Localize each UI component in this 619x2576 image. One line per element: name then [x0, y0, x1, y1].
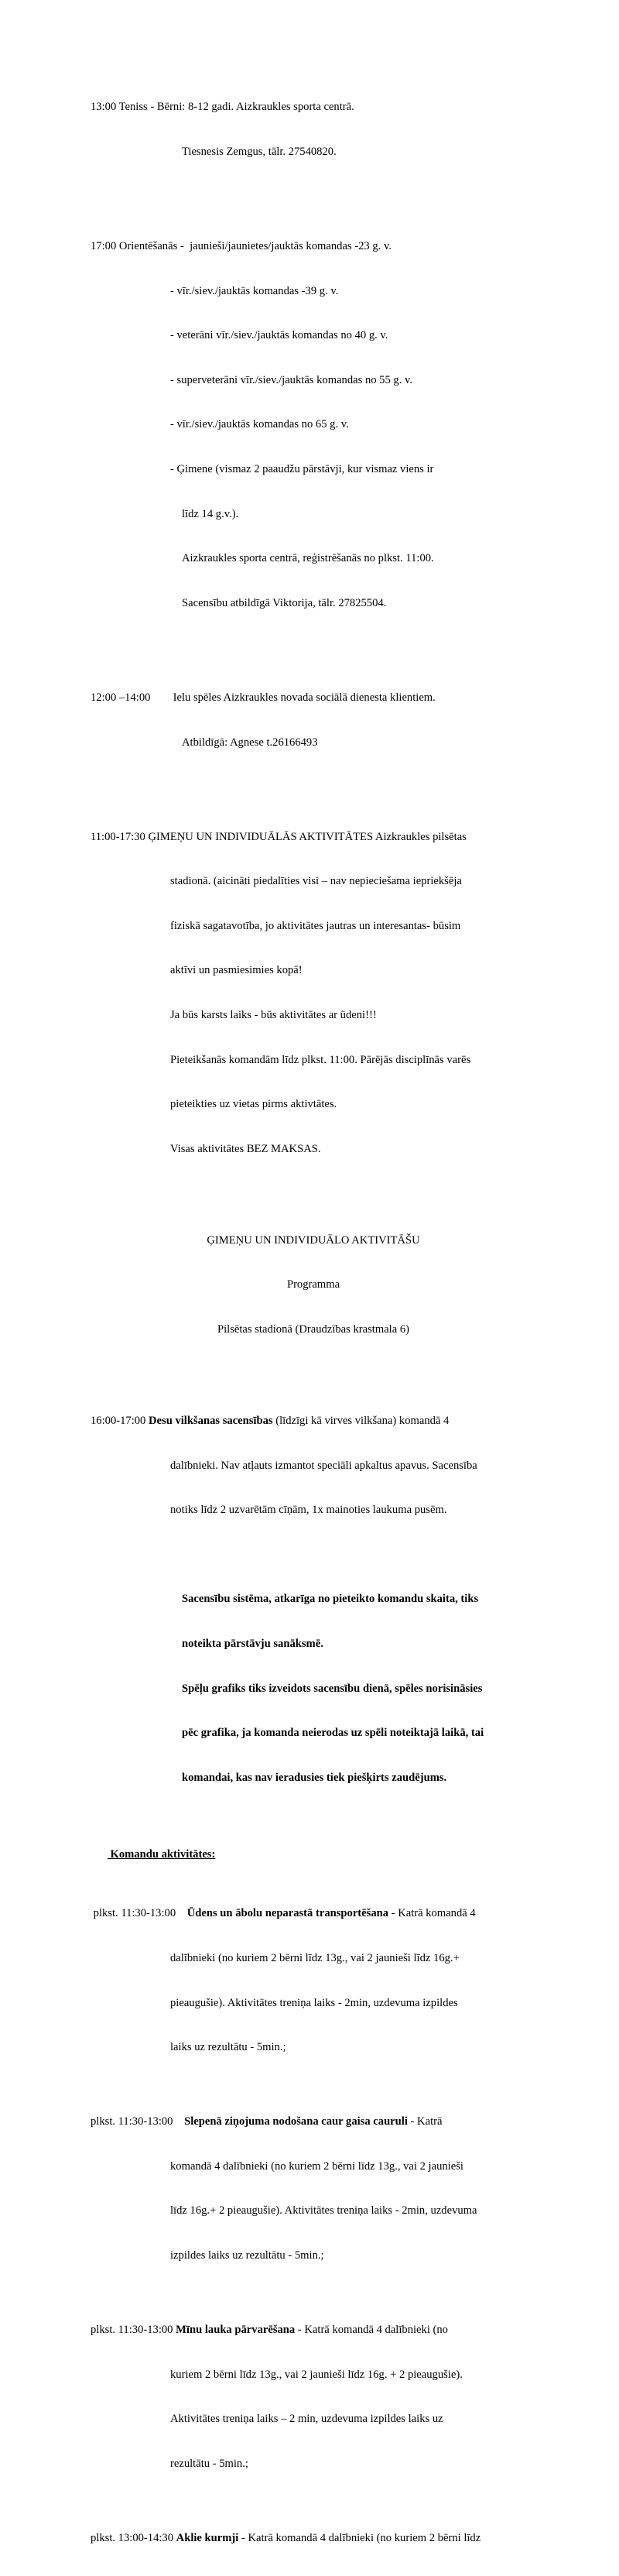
activity-item	[91, 2085, 536, 2293]
activity-1-line-4: laiks uz rezultātu - 5min.;	[170, 2041, 286, 2054]
sausage-pull-line-3: notiks līdz 2 uzvarētām cīņām, 1x mainoties laukuma pusēm.	[170, 1504, 447, 1517]
orienteering-line-5: - vīr./siev./jauktās komandas no 65 g. v.	[170, 418, 349, 431]
orienteering-line-2: - vīr./siev./jauktās komandas -39 g. v.	[170, 284, 339, 297]
activity-1-line-3: pieaugušie). Aktivitātes treniņa laiks - 2min, uzdevuma izpildes	[170, 1996, 458, 2009]
orienteering-line-7: līdz 14 g.v.).	[182, 507, 239, 520]
street-games-line-1: 12:00 –14:00 Ielu spēles Aizkraukles novada sociālā dienesta klientiem.	[91, 691, 436, 704]
activity-item	[91, 2293, 536, 2502]
activity-2-first-line	[91, 2115, 536, 2129]
activity-3-line-2: kuriem 2 bērni līdz 13g., vai 2 jaunieši līdz 16g. + 2 pieaugušie).	[170, 2368, 463, 2381]
activity-3-line-3: Aktivitātes treniņa laiks – 2 min, uzdevuma izpildes laiks uz	[170, 2413, 443, 2426]
family-line-7: pieteikties uz vietas pirms aktivtātes.	[170, 1098, 337, 1111]
tennis-line-2: Tiesnesis Zemgus, tālr. 27540820.	[182, 146, 337, 159]
spacer	[91, 1186, 536, 1203]
activity-1-first-line	[91, 1906, 536, 1921]
bold-notes-line-3: Spēļu grafiks tiks izveidots sacensību dienā, spēles norisināsies	[182, 1682, 483, 1695]
orienteering-line-6: - Ģimene (vismaz 2 paaudžu pārstāvji, kur vismaz viens ir	[170, 463, 434, 476]
bold-notes-line-2: noteikta pārstāvju sanāksmē.	[182, 1637, 323, 1650]
activity-item	[91, 1877, 536, 2085]
paragraph-tennis	[91, 70, 536, 190]
family-line-4: aktīvi un pasmiesimies kopā!	[170, 964, 303, 977]
program-heading-line-1: ĢIMEŅU UN INDIVIDUĀLO AKTIVITĀŠU	[207, 1233, 420, 1247]
activity-1-rest: - Katrā komandā 4	[388, 1907, 476, 1920]
family-line-5: Ja būs karsts laiks - būs aktivitātes ar ūdeni!!!	[170, 1008, 377, 1021]
orienteering-line-8: Aizkraukles sporta centrā, reģistrēšanās no plkst. 11:00.	[182, 552, 434, 565]
activity-3-rest: - Katrā komandā 4 dalībnieki (no	[295, 2324, 448, 2337]
spacer	[91, 780, 536, 800]
sausage-pull-line-2: dalībnieki. Nav atļauts izmantot speciāli apkaltus apavus. Sacensība	[170, 1459, 477, 1472]
team-activities-heading-text: Komandu aktivitātes:	[107, 1847, 216, 1861]
street-games-line-2: Atbildīgā: Agnese t.26166493	[182, 736, 318, 749]
activity-4-rest: - Katrā komandā 4 dalībnieki (no kuriem 2 bērni līdz	[238, 2531, 481, 2544]
bold-notes-line-4: pēc grafika, ja komanda neierodas uz spēli noteiktajā laikā, tai	[182, 1727, 484, 1740]
program-heading	[91, 1203, 536, 1367]
sausage-pull-rest: (līdzīgi kā virves vilkšana) komandā 4	[272, 1415, 450, 1428]
program-heading-line-3: Pilsētas stadionā (Draudzības krastmala 6)	[217, 1323, 410, 1336]
sausage-pull-line-1	[91, 1414, 536, 1429]
spacer	[91, 190, 536, 210]
activity-2-line-2: komandā 4 dalībnieki (no kuriem 2 bērni līdz 13g., vai 2 jaunieši	[170, 2159, 463, 2173]
bold-notes-line-5: komandai, kas nav ieradusies tiek piešķirts zaudējums.	[182, 1771, 447, 1784]
orienteering-line-1: 17:00 Orientēšanās - jaunieši/jaunietes/jauktās komandas -23 g. v.	[91, 240, 392, 253]
spacer	[91, 641, 536, 661]
family-line-6: Pieteikšanās komandām līdz plkst. 11:00. Pārējās disciplīnās varēs	[170, 1053, 471, 1066]
paragraph-family-activities	[91, 800, 536, 1186]
activity-1-title: Ūdens un ābolu neparastā transportēšana	[186, 1907, 389, 1920]
spacer	[91, 1815, 536, 1832]
orienteering-line-4: - superveterāni vīr./siev./jauktās komandas no 55 g. v.	[170, 373, 413, 386]
activity-1-time: plkst. 11:30-13:00	[91, 1907, 187, 1920]
activity-4-title: Aklie kurmji	[176, 2531, 239, 2544]
activity-2-time: plkst. 11:30-13:00	[91, 2115, 185, 2128]
paragraph-street-games	[91, 661, 536, 780]
activity-item	[91, 2501, 536, 2575]
sausage-pull-title: Desu vilkšanas sacensības	[149, 1415, 273, 1428]
activity-2-line-3: līdz 16g.+ 2 pieaugušie). Aktivitātes treniņa laiks - 2min, uzdevuma	[170, 2204, 477, 2218]
orienteering-line-3: - veterāni vīr./siev./jauktās komandas no 40 g. v.	[170, 329, 388, 342]
program-heading-line-2: Programma	[286, 1278, 340, 1291]
activity-3-line-4: rezultātu - 5min.;	[170, 2457, 248, 2470]
activity-3-title: Mīnu lauka pārvarēšana	[176, 2324, 296, 2337]
paragraph-bold-notes	[91, 1562, 536, 1815]
paragraph-orienteering	[91, 210, 536, 641]
activity-2-line-4: izpildes laiks uz rezultātu - 5min.;	[170, 2249, 324, 2262]
spacer	[91, 1548, 536, 1562]
activity-4-first-line	[91, 2531, 536, 2546]
family-line-3: fiziskā sagatavotība, jo aktivitātes jautras un interesantas- būsim	[170, 919, 461, 932]
orienteering-line-9: Sacensību atbildīgā Viktorija, tālr. 27825504.	[182, 596, 387, 609]
activity-1-line-2: dalībnieki (no kuriem 2 bērni līdz 13g., vai 2 jaunieši līdz 16g.+	[170, 1951, 460, 1964]
activity-3-time: plkst. 11:30-13:00	[91, 2324, 176, 2337]
activity-2-rest: - Katrā	[407, 2115, 443, 2128]
spacer	[91, 1367, 536, 1384]
tennis-line-1: 13:00 Teniss - Bērni: 8-12 gadi. Aizkraukles sporta centrā.	[91, 101, 354, 114]
document-body	[91, 70, 536, 2576]
family-line-1: 11:00-17:30 ĢIMEŅU UN INDIVIDUĀLĀS AKTIVITĀTES Aizkraukles pilsētas	[91, 830, 467, 843]
activity-2-title: Slepenā ziņojuma nodošana caur gaisa cauruli	[184, 2115, 408, 2128]
activity-4-time: plkst. 13:00-14:30	[91, 2531, 176, 2544]
family-line-8: Visas aktivitātes BEZ MAKSAS.	[170, 1142, 321, 1155]
family-line-2: stadionā. (aicināti piedalīties visi – nav nepieciešama iepriekšēja	[170, 875, 462, 888]
team-activities-heading	[91, 1832, 536, 1877]
activity-3-first-line	[91, 2323, 536, 2338]
paragraph-sausage-pull	[91, 1384, 536, 1548]
bold-notes-line-1: Sacensību sistēma, atkarīga no pieteikto komandu skaita, tiks	[182, 1593, 479, 1606]
sausage-pull-time: 16:00-17:00	[91, 1415, 149, 1428]
